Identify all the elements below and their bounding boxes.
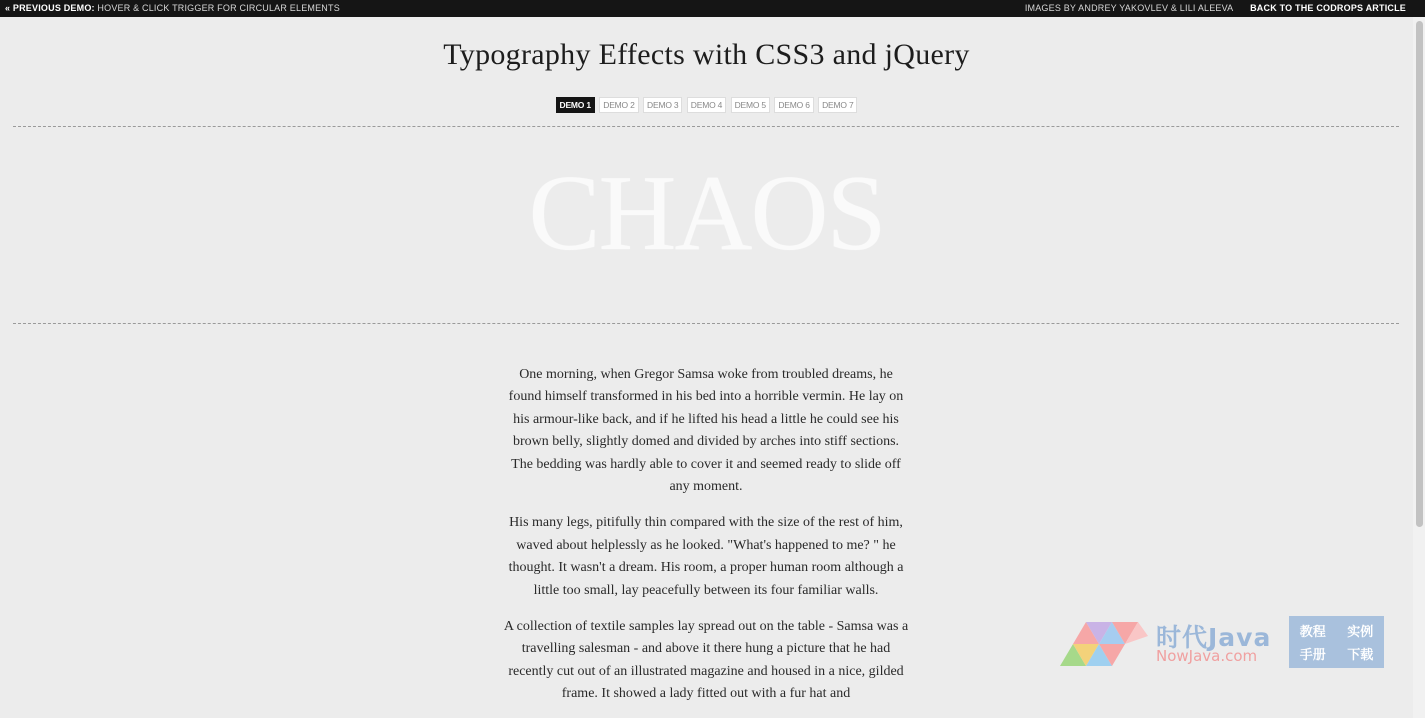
triangle-logo-icon [1060,620,1148,666]
article-body [503,364,909,718]
vertical-scrollbar[interactable] [1413,17,1425,718]
nowjava-watermark[interactable] [1060,616,1384,668]
bottom-divider [13,323,1399,324]
demo-7-link[interactable]: DEMO 7 [818,97,857,113]
hero-word: CHAOS [528,154,885,273]
watermark-item-examples: 实例 [1347,625,1374,640]
article-paragraph-3: A collection of textile samples lay spread out on the table - Samsa was a travelling salesman - and above it there hung a picture that he had recently cut out of an illustrated magazine and housed in a nice, gilded frame. It showed a lady fitted out with a fur hat and [503,619,909,702]
top-bar [0,0,1425,17]
demo-6-link[interactable]: DEMO 6 [774,97,813,113]
top-bar-right [1025,3,1406,13]
back-to-article-link[interactable]: BACK TO THE CODROPS ARTICLE [1250,3,1406,13]
top-divider [13,126,1399,127]
previous-demo-title: HOVER & CLICK TRIGGER FOR CIRCULAR ELEMENTS [97,3,340,13]
demo-1-link[interactable]: DEMO 1 [556,97,595,113]
watermark-item-download: 下载 [1347,648,1374,663]
demo-nav [0,97,1413,113]
previous-demo-label: « PREVIOUS DEMO: [5,3,95,13]
watermark-box [1289,616,1384,668]
watermark-en-text: NowJava.com [1156,647,1258,665]
watermark-item-manual: 手册 [1299,648,1326,663]
watermark-item-tutorial: 教程 [1299,625,1326,640]
image-credits: IMAGES BY ANDREY YAKOVLEV & LILI ALEEVA [1024,3,1234,13]
page-title: Typography Effects with CSS3 and jQuery [443,38,970,71]
demo-2-link[interactable]: DEMO 2 [599,97,638,113]
article-paragraph-2: His many legs, pitifully thin compared with the size of the rest of him, waved about helplessly as he looked. "What's happened to me? " he thought. It wasn't a dream. His room, a proper human room although a little too small, lay peacefully between its four familiar walls. [508,515,904,598]
scrollbar-thumb[interactable] [1416,21,1423,527]
demo-4-link[interactable]: DEMO 4 [687,97,726,113]
demo-3-link[interactable]: DEMO 3 [643,97,682,113]
article-paragraph-1: One morning, when Gregor Samsa woke from troubled dreams, he found himself transformed in his bed into a horrible vermin. He lay on his armour-like back, and if he lifted his head a little he could see his brown belly, slightly domed and divided by arches into stiff sections. The bedding was hardly able to cover it and seemed ready to slide off any moment. [508,367,904,495]
demo-5-link[interactable]: DEMO 5 [731,97,770,113]
watermark-cn-text: 时代Java [1156,623,1272,652]
previous-demo-link[interactable] [5,3,340,13]
